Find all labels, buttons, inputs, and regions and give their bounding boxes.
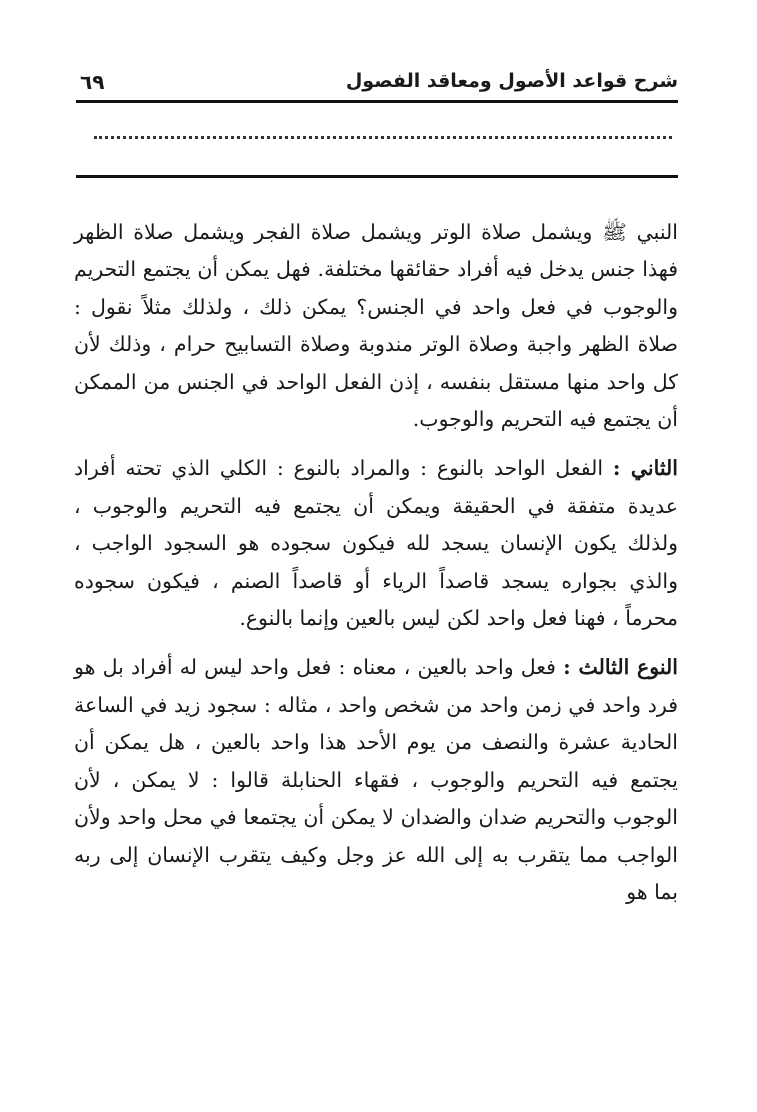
separator-rule — [76, 175, 678, 178]
paragraph-3-lead: النوع الثالث : — [563, 655, 678, 680]
paragraph-2 — [74, 450, 678, 637]
page-number: ٦٩ — [80, 70, 105, 94]
dotted-separator — [94, 136, 672, 139]
paragraph-2-text: الفعل الواحد بالنوع : والمراد بالنوع : الكلي الذي تحته أفراد عديدة متفقة في الحقيقة ويمكن أن يجتمع فيه التحريم والوجوب ، ولذلك يكون الإنسان يسجد لله فيكون سجوده هو السجود الواجب ، والذي بجواره يسجد قاصداً الرياء أو قاصداً الصنم ، فيكون سجوده محرماً ، فهنا فعل واحد لكن ليس بالعين وإنما بالنوع. — [74, 456, 678, 631]
paragraph-1-text: النبي ﷺ ويشمل صلاة الوتر ويشمل صلاة الفجر ويشمل صلاة الظهر فهذا جنس يدخل فيه أفراد حقائقها مختلفة. فهل يمكن أن يجتمع التحريم والوجوب في فعل واحد في الجنس؟ يمكن ذلك ، ولذلك مثلاً نقول : صلاة الظهر واجبة وصلاة الوتر مندوبة وصلاة التسابيح حرام ، وذلك لأن كل واحد منها مستقل بنفسه ، إذن الفعل الواحد في الجنس من الممكن أن يجتمع فيه التحريم والوجوب. — [74, 220, 678, 432]
header-rule — [76, 100, 678, 103]
paragraph-3-text: فعل واحد بالعين ، معناه : فعل واحد ليس له أفراد بل هو فرد واحد في زمن واحد من شخص واحد ، مثاله : سجود زيد في الساعة الحادية عشرة والنصف من يوم الأحد هذا واحد بالعين ، هل يمكن أن يجتمع فيه التحريم والوجوب ، فقهاء الحنابلة قالوا : لا يمكن ، لأن الوجوب والتحريم ضدان والضدان لا يمكن أن يجتمعا في محل واحد ولأن الواجب مما يتقرب به إلى الله عز وجل وكيف يتقرب الإنسان إلى ربه بما هو — [74, 655, 678, 904]
paragraph-2-lead: الثاني : — [612, 456, 678, 481]
paragraph-3 — [74, 649, 678, 911]
page-header — [80, 66, 678, 102]
main-text — [74, 214, 678, 923]
running-title: شرح قواعد الأصول ومعاقد الفصول — [345, 70, 678, 92]
paragraph-1 — [74, 214, 678, 438]
